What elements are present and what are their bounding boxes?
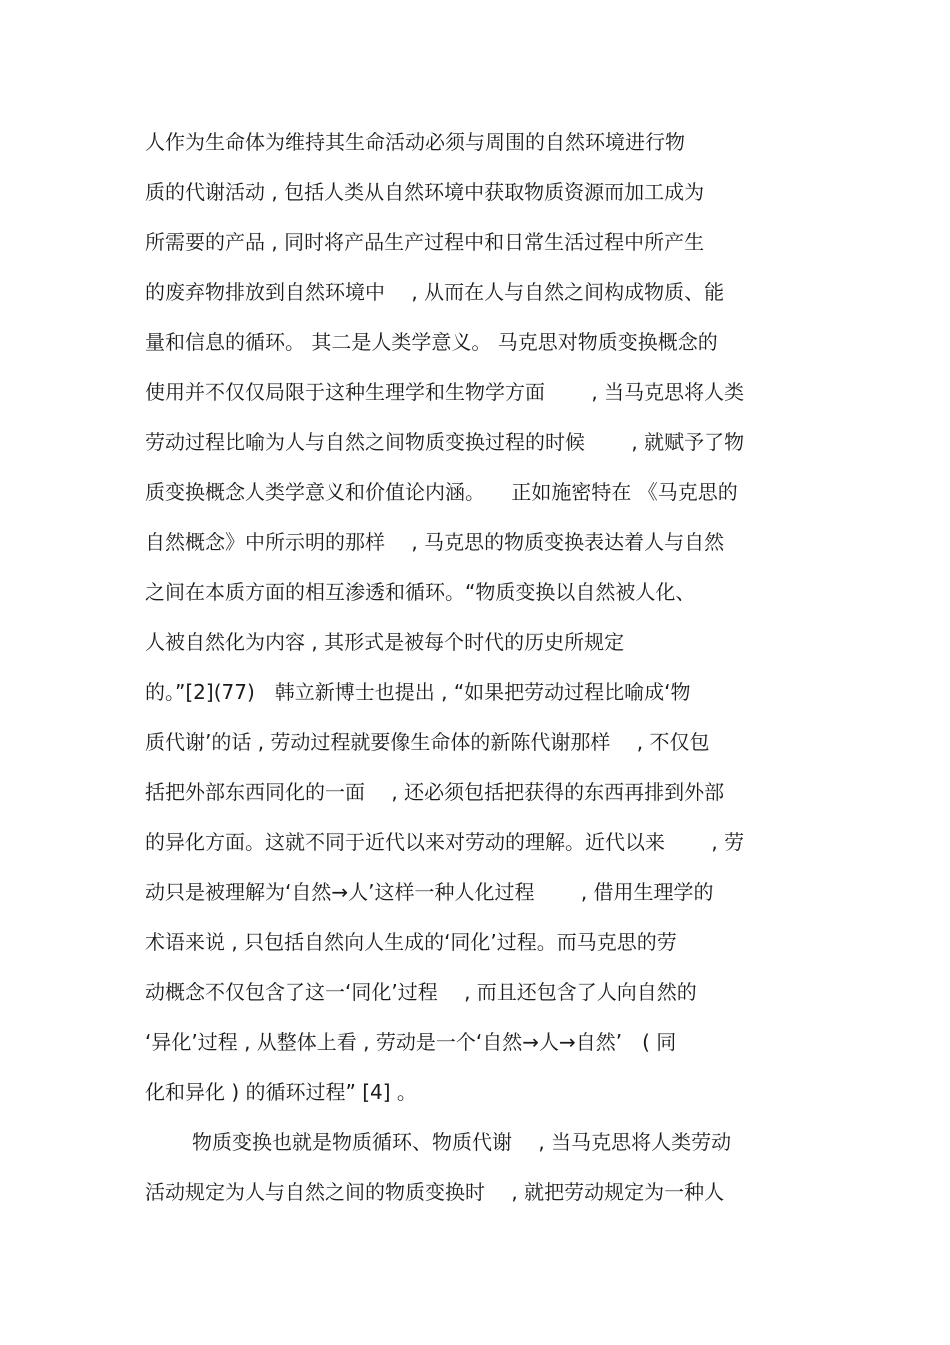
text-line: 的废弃物排放到自然环境中 , 从而在人与自然之间构成物质、能	[145, 280, 725, 304]
text-line: 质代谢’的话 , 劳动过程就要像生命体的新陈代谢那样 , 不仅包	[145, 730, 710, 754]
text-line: ‘异化’过程 , 从整体上看 , 劳动是一个‘自然→人→自然’ ( 同	[145, 1030, 677, 1054]
text-line: 自然概念》中所示明的那样 , 马克思的物质变换表达着人与自然	[145, 530, 725, 554]
paragraph-start-line: 物质变换也就是物质循环、物质代谢 , 当马克思将人类劳动	[192, 1130, 732, 1154]
text-line: 括把外部东西同化的一面 , 还必须包括把获得的东西再排到外部	[145, 780, 725, 804]
text-line: 量和信息的循环。 其二是人类学意义。 马克思对物质变换概念的	[145, 330, 718, 354]
text-line: 活动规定为人与自然之间的物质变换时 , 就把劳动规定为一种人	[145, 1180, 725, 1204]
text-line: 术语来说 , 只包括自然向人生成的‘同化’过程。而马克思的劳	[145, 930, 677, 954]
text-line: 质的代谢活动 , 包括人类从自然环境中获取物质资源而加工成为	[145, 180, 705, 204]
text-line: 劳动过程比喻为人与自然之间物质变换过程的时候 , 就赋予了物	[145, 430, 745, 454]
text-line: 的。”[2](77) 韩立新博士也提出 , “如果把劳动过程比喻成‘物	[145, 680, 691, 704]
text-line: 质变换概念人类学意义和价值论内涵。 正如施密特在 《马克思的	[145, 480, 738, 504]
text-line: 的异化方面。这就不同于近代以来对劳动的理解。近代以来 , 劳	[145, 830, 745, 854]
text-line: 人作为生命体为维持其生命活动必须与周围的自然环境进行物	[145, 130, 685, 154]
text-line: 动只是被理解为‘自然→人’这样一种人化过程 , 借用生理学的	[145, 880, 714, 904]
text-line: 所需要的产品 , 同时将产品生产过程中和日常生活过程中所产生	[145, 230, 705, 254]
text-line: 化和异化 ) 的循环过程” [4] 。	[145, 1080, 417, 1104]
text-line: 人被自然化为内容 , 其形式是被每个时代的历史所规定	[145, 630, 625, 654]
text-line: 使用并不仅仅局限于这种生理学和生物学方面 , 当马克思将人类	[145, 380, 745, 404]
text-line: 动概念不仅包含了这一‘同化’过程 , 而且还包含了人向自然的	[145, 980, 697, 1004]
text-line: 之间在本质方面的相互渗透和循环。“物质变换以自然被人化、	[145, 580, 696, 604]
